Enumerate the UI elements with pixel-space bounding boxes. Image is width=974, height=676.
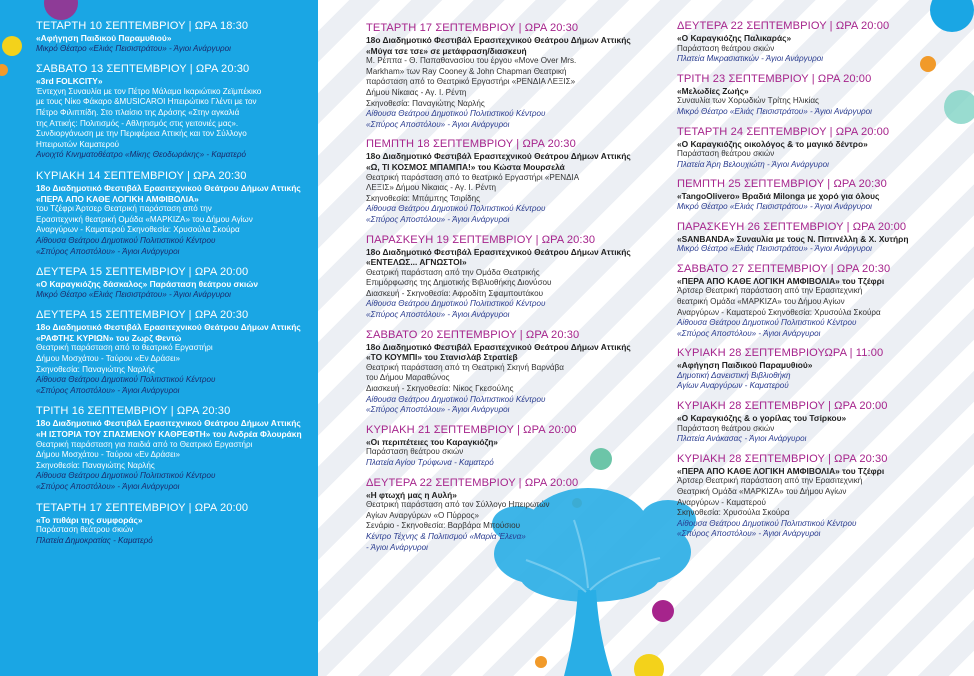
event-datetime: ΚΥΡΙΑΚΗ 28 ΣΕΠΤΕΜΒΡΙΟΥΩΡΑ | 11:00 <box>677 347 884 360</box>
event-venue-line: Μικρό Θέατρο «Ελιάς Πεισιστράτου» - Άγιοι Ανάργυροι <box>677 244 872 254</box>
event-entry <box>366 329 636 416</box>
event-description-line: Συνδιοργάνωση με την Περιφέρεια Αττικής και τον Σύλλογο <box>36 129 247 139</box>
event-venue-line: Αίθουσα Θεάτρου Δημοτικού Πολιτιστικού Κέντρου <box>366 299 546 309</box>
event-entry <box>366 138 636 225</box>
event-venue-line: Μικρό Θέατρο «Ελιάς Πεισιστράτου» - Άγιοι Ανάργυροι <box>36 43 231 53</box>
event-entry <box>677 20 939 65</box>
schedule-column-left <box>36 20 310 555</box>
event-description-line: Παράσταση θεάτρου σκιών <box>677 423 775 433</box>
event-venue-line: «Σπύρος Αποστόλου» - Άγιοι Ανάργυροι <box>677 529 821 539</box>
event-description-line: παράσταση από το Θεατρικό Εργαστήρι «ΡΕΝΔΙΑ ΛΕΞΙΣ» <box>366 77 576 87</box>
event-entry <box>677 221 939 255</box>
event-title: 18ο Διαδημοτικό Φεστιβάλ Ερασιτεχνικού Θεάτρου Δήμων Αττικής «ΡΑΦΤΗΣ ΚΥΡΙΩΝ» του Ζωρζ Φεντώ <box>36 322 301 343</box>
event-datetime: ΔΕΥΤΕΡΑ 15 ΣΕΠΤΕΜΒΡΙΟΥ | ΩΡΑ 20:30 <box>36 309 249 322</box>
event-venue-line: Αίθουσα Θεάτρου Δημοτικού Πολιτιστικού Κέντρου <box>366 109 546 119</box>
event-description-line: Άρτσερ Θεατρική παράσταση από την Ερασιτεχνική <box>677 286 863 296</box>
event-entry <box>677 400 939 445</box>
event-description-line: Επιμόρφωσης της Δημοτικής Βιβλιοθήκης Διονύσου <box>366 278 552 288</box>
event-venue-line: Πλατεία Μικρασιατικών - Άγιοι Ανάργυροι <box>677 54 824 64</box>
event-venue-line: Πλατεία Άρη Βελουχιώτη - Άγιοι Ανάργυροι <box>677 159 829 169</box>
event-description-line: με τους Νίκο Φάκαρο &MUSICAROI Ηπειρώτικο Γλέντι με τον <box>36 97 257 107</box>
event-title: 18ο Διαδημοτικό Φεστιβάλ Ερασιτεχνικού Θεάτρου Δήμων Αττικής «Ω, ΤΙ ΚΟΣΜΟΣ ΜΠΑΜΠΑ!» του Κώστα Μουρσελά <box>366 151 631 172</box>
event-title: «SANBANDA» Συναυλία με τους Ν. Πιπινέλλη & Χ. Χυτήρη <box>677 233 909 244</box>
event-description-line: Σκηνοθεσία: Παναγιώτης Ναρλής <box>36 460 155 470</box>
event-description-line: του Δήμου Μαραθώνος <box>366 373 450 383</box>
event-description-line: Θεατρική παράσταση από το θεατρικό Εργαστήρι «ΡΕΝΔΙΑ <box>366 172 580 182</box>
event-datetime: ΠΕΜΠΤΗ 18 ΣΕΠΤΕΜΒΡΙΟΥ | ΩΡΑ 20:30 <box>366 138 576 151</box>
event-venue-line: Μικρό Θέατρο «Ελιάς Πεισιστράτου» - Άγιοι Ανάργυροι <box>36 289 231 299</box>
event-title: «ΠΕΡΑ ΑΠΟ ΚΑΘΕ ΛΟΓΙΚΗ ΑΜΦΙΒΟΛΙΑ» του Τζέφρι <box>677 275 885 286</box>
event-description-line: Άρτσερ Θεατρική παράσταση από την Ερασιτεχνική <box>677 476 863 486</box>
event-title: «Μελωδίες Ζωής» <box>677 85 749 96</box>
event-venue-line: Αίθουσα Θεάτρου Δημοτικού Πολιτιστικού Κέντρου <box>36 235 216 245</box>
event-datetime: ΤΡΙΤΗ 16 ΣΕΠΤΕΜΒΡΙΟΥ | ΩΡΑ 20:30 <box>36 405 231 418</box>
event-venue-line: «Σπύρος Αποστόλου» - Άγιοι Ανάργυροι <box>366 214 510 224</box>
event-title: «Ο Καραγκιόζης δάσκαλος» Παράσταση θεάτρου σκιών <box>36 279 258 290</box>
event-entry <box>677 347 939 392</box>
event-entry <box>677 73 939 118</box>
event-description-line: Ερασιτεχνική θεατρική Ομάδα «ΜΑΡΚΙΖΑ» του Δήμου Αγίων <box>36 214 253 224</box>
event-entry <box>677 126 939 171</box>
event-datetime: ΣΑΒΒΑΤΟ 27 ΣΕΠΤΕΜΒΡΙΟΥ | ΩΡΑ 20:30 <box>677 262 891 275</box>
event-datetime: ΠΑΡΑΣΚΕΥΗ 19 ΣΕΠΤΕΜΒΡΙΟΥ | ΩΡΑ 20:30 <box>366 233 596 246</box>
event-venue-line: «Σπύρος Αποστόλου» - Άγιοι Ανάργυροι <box>366 119 510 129</box>
event-venue-line: Αίθουσα Θεάτρου Δημοτικού Πολιτιστικού Κέντρου <box>36 471 216 481</box>
event-title: 18ο Διαδημοτικό Φεστιβάλ Ερασιτεχνικού Θεάτρου Δήμων Αττικής «ΠΕΡΑ ΑΠΟ ΚΑΘΕ ΛΟΓΙΚΗ ΑΜΦΙΒΟΛΙΑ» <box>36 182 301 204</box>
event-venue-line: «Σπύρος Αποστόλου» - Άγιοι Ανάργυροι <box>36 246 180 256</box>
event-description-line: της Αττικής: Πολιτισμός - Αθλητισμός στις γειτονιές μας». <box>36 118 239 128</box>
event-title: «ΠΕΡΑ ΑΠΟ ΚΑΘΕ ΛΟΓΙΚΗ ΑΜΦΙΒΟΛΙΑ» του Τζέφρι <box>677 465 885 476</box>
event-description-line: Παράσταση θεάτρου σκιών <box>36 525 134 535</box>
event-entry <box>677 178 939 212</box>
event-description-line: Διασκευή - Σκηνοθεσία: Νίκος Γκεσούλης <box>366 384 514 394</box>
event-entry <box>677 263 939 340</box>
event-datetime: ΔΕΥΤΕΡΑ 22 ΣΕΠΤΕΜΒΡΙΟΥ | ΩΡΑ 20:00 <box>366 476 579 489</box>
event-datetime: ΤΕΤΑΡΤΗ 17 ΣΕΠΤΕΜΒΡΙΟΥ | ΩΡΑ 20:00 <box>36 501 249 514</box>
event-entry <box>36 309 310 396</box>
event-description-line: Μ. Ρέππα - Θ. Παπαθανασίου του έργου «Move Over Mrs. <box>366 56 577 66</box>
event-entry <box>366 234 636 321</box>
event-datetime: ΚΥΡΙΑΚΗ 14 ΣΕΠΤΕΜΒΡΙΟΥ | ΩΡΑ 20:30 <box>36 169 247 182</box>
event-title: 18ο Διαδημοτικό Φεστιβάλ Ερασιτεχνικού Θεάτρου Δήμων Αττικής «ΕΝΤΕΛΩΣ... ΑΓΝΩΣΤΟΙ» <box>366 246 631 268</box>
event-datetime: ΤΡΙΤΗ 23 ΣΕΠΤΕΜΒΡΙΟΥ | ΩΡΑ 20:00 <box>677 72 872 85</box>
event-description-line: Δήμου Νίκαιας - Αγ. Ι. Ρέντη <box>366 87 467 97</box>
event-venue-line: Αίθουσα Θεάτρου Δημοτικού Πολιτιστικού Κέντρου <box>677 318 857 328</box>
event-description-line: Αναργύρων - Καματερού Σκηνοθεσία: Χρυσούλα Σκούρα <box>36 225 240 235</box>
event-title: «Ο Καραγκιόζης & ο γορίλας του Τσίρκου» <box>677 413 847 424</box>
decorative-circle-teal <box>944 90 974 124</box>
event-venue-line: «Σπύρος Αποστόλου» - Άγιοι Ανάργυροι <box>366 405 510 415</box>
event-venue-line: Πλατεία Δημοκρατίας - Καματερό <box>36 535 153 545</box>
event-description-line: Έντεχνη Συναυλία με τον Πέτρο Μάλαμα Ικαριώτικο Ζεϊμπέκικο <box>36 86 262 96</box>
event-title: «3rd FOLKCITY» <box>36 76 103 87</box>
event-venue-line: «Σπύρος Αποστόλου» - Άγιοι Ανάργυροι <box>366 310 510 320</box>
event-description-line: Θεατρική παράσταση από τον Σύλλογο Ηπειρωτών <box>366 500 550 510</box>
event-description-line: Σκηνοθεσία: Χρυσούλα Σκούρα <box>677 508 790 518</box>
event-title: «TangoOlivero» Βραδιά Milonga με χορό για όλους <box>677 191 880 202</box>
event-description-line: Αναργύρων - Καματερού <box>677 497 766 507</box>
event-description-line: ΛΕΞΙΣ» Δήμου Νίκαιας - Αγ. Ι. Ρέντη <box>366 183 497 193</box>
event-entry <box>366 424 636 469</box>
event-venue-line: Κέντρο Τέχνης & Πολιτισμού «Μαρία Έλενα» <box>366 531 526 541</box>
event-description-line: Σενάριο - Σκηνοθεσία: Βαρβάρα Μπούσιου <box>366 521 521 531</box>
event-title: 18ο Διαδημοτικό Φεστιβάλ Ερασιτεχνικού Θεάτρου Δήμων Αττικής «ΤΟ ΚΟΥΜΠΙ» του Στανισλάβ Στρατίεβ <box>366 341 631 363</box>
event-venue-line: Ανοιχτό Κινηματοθέατρο «Μίκης Θεοδωράκης» - Καματερό <box>36 150 247 160</box>
event-description-line: Παράσταση θεάτρου σκιών <box>677 43 775 53</box>
event-venue-line: Αίθουσα Θεάτρου Δημοτικού Πολιτιστικού Κέντρου <box>677 518 857 528</box>
event-datetime: ΣΑΒΒΑΤΟ 13 ΣΕΠΤΕΜΒΡΙΟΥ | ΩΡΑ 20:30 <box>36 63 250 76</box>
event-description-line: Ηπειρωτών Καματερού <box>36 139 120 149</box>
event-title: 18ο Διαδημοτικό Φεστιβάλ Ερασιτεχνικού Θεάτρου Δήμων Αττικής «Μύγα τσε τσε» σε μετάφραση/διασκευή <box>366 35 631 56</box>
event-entry <box>677 453 939 540</box>
event-description-line: Σκηνοθεσία: Παναγιώτης Ναρλής <box>36 364 155 374</box>
event-description-line: Παράσταση θεάτρου σκιών <box>366 447 464 457</box>
event-description-line: Θεατρική παράσταση για παιδιά από το Θεατρικό Εργαστήρι <box>36 439 253 449</box>
event-venue-line: Αίθουσα Θεάτρου Δημοτικού Πολιτιστικού Κέντρου <box>366 204 546 214</box>
event-description-line: Αναργύρων - Καματερού Σκηνοθεσία: Χρυσούλα Σκούρα <box>677 307 881 317</box>
event-venue-line: Αίθουσα Θεάτρου Δημοτικού Πολιτιστικού Κέντρου <box>366 394 546 404</box>
event-datetime: ΤΕΤΑΡΤΗ 10 ΣΕΠΤΕΜΒΡΙΟΥ | ΩΡΑ 18:30 <box>36 20 249 32</box>
event-description-line: Θεατρική παράσταση από το θεατρικό Εργαστήρι <box>36 343 213 353</box>
event-entry <box>366 477 636 554</box>
event-datetime: ΠΕΜΠΤΗ 25 ΣΕΠΤΕΜΒΡΙΟΥ | ΩΡΑ 20:30 <box>677 178 887 191</box>
event-description-line: Σκηνοθεσία: Παναγιώτης Ναρλής <box>366 98 485 108</box>
event-description-line: Παράσταση θεάτρου σκιών <box>677 149 775 159</box>
event-venue-line: Αίθουσα Θεάτρου Δημοτικού Πολιτιστικού Κέντρου <box>36 375 216 385</box>
event-description-line: Αγίων Αναργύρων «Ο Πύρρος» <box>366 510 479 520</box>
event-datetime: ΠΑΡΑΣΚΕΥΗ 26 ΣΕΠΤΕΜΒΡΙΟΥ | ΩΡΑ 20:00 <box>677 220 907 233</box>
event-entry <box>36 20 310 54</box>
event-description-line: Θεατρική παράσταση από τη Θεατρική Σκηνή Βαρνάβα <box>366 362 564 372</box>
event-venue-line: Πλατεία Ανάκασας - Άγιοι Ανάργυροι <box>677 434 807 444</box>
event-title: «Οι περιπέτειες του Καραγκιόζη» <box>366 436 498 447</box>
event-description-line: θεατρική Ομάδα «ΜΑΡΚΙΖΑ» του Δήμου Αγίων <box>677 296 845 306</box>
event-datetime: ΔΕΥΤΕΡΑ 22 ΣΕΠΤΕΜΒΡΙΟΥ | ΩΡΑ 20:00 <box>677 20 890 32</box>
schedule-column-middle <box>366 22 636 561</box>
event-title: «Ο Καραγκιόζης οικολόγος & το μαγικό δέντρο» <box>677 138 868 149</box>
event-venue-line: Αγίων Αναργύρων - Καματερού <box>677 381 789 391</box>
event-entry <box>36 170 310 257</box>
event-description-line: του Τζέφρι Άρτσερ Θεατρική παράσταση από την <box>36 204 212 214</box>
event-description-line: Συναυλία των Χορωδιών Τρίτης Ηλικίας <box>677 96 819 106</box>
event-venue-line: - Άγιοι Ανάργυροι <box>366 542 428 552</box>
decorative-circle-yellow <box>2 36 22 56</box>
event-datetime: ΚΥΡΙΑΚΗ 21 ΣΕΠΤΕΜΒΡΙΟΥ | ΩΡΑ 20:00 <box>366 423 577 436</box>
event-title: «Η φτωχή μας η Αυλή» <box>366 489 457 500</box>
event-description-line: Πέτρο Φιλιππίδη. Στο πλαίσιο της Δράσης «Στην αγκαλιά <box>36 107 240 117</box>
event-datetime: ΣΑΒΒΑΤΟ 20 ΣΕΠΤΕΜΒΡΙΟΥ | ΩΡΑ 20:30 <box>366 328 580 341</box>
event-title: 18ο Διαδημοτικό Φεστιβάλ Ερασιτεχνικού Θεάτρου Δήμων Αττικής «Η ΙΣΤΟΡΙΑ ΤΟΥ ΣΠΑΣΜΕΝΟΥ ΚΑΘΡΕΦΤΗ» του Ανδρέα Φλουράκη <box>36 418 302 440</box>
event-title: «Αφήγηση Παιδικού Παραμυθιού» <box>36 33 172 43</box>
event-description-line: Θεατρική Ομάδα «ΜΑΡΚΙΖΑ» του Δήμου Αγίων <box>677 487 847 497</box>
event-datetime: ΚΥΡΙΑΚΗ 28 ΣΕΠΤΕΜΒΡΙΟΥ | ΩΡΑ 20:00 <box>677 400 888 413</box>
event-datetime: ΚΥΡΙΑΚΗ 28 ΣΕΠΤΕΜΒΡΙΟΥ | ΩΡΑ 20:30 <box>677 452 888 465</box>
event-description-line: Δήμου Μοσχάτου - Ταύρου «Εν Δράσει» <box>36 354 181 364</box>
event-venue-line: Πλατεία Αγίου Τρύφωνα - Καματερό <box>366 458 494 467</box>
event-venue-line: «Σπύρος Αποστόλου» - Άγιοι Ανάργυροι <box>36 385 180 395</box>
event-entry <box>36 502 310 547</box>
event-datetime: ΔΕΥΤΕΡΑ 15 ΣΕΠΤΕΜΒΡΙΟΥ | ΩΡΑ 20:00 <box>36 266 249 279</box>
event-datetime: ΤΕΤΑΡΤΗ 24 ΣΕΠΤΕΜΒΡΙΟΥ | ΩΡΑ 20:00 <box>677 125 890 138</box>
event-venue-line: «Σπύρος Αποστόλου» - Άγιοι Ανάργυροι <box>36 482 180 491</box>
event-venue-line: Μικρό Θέατρο «Ελιάς Πεισιστράτου» - Άγιοι Ανάργυροι <box>677 106 872 116</box>
event-description-line: Δήμου Μοσχάτου - Ταύρου «Εν Δράσει» <box>36 450 181 460</box>
event-entry <box>366 22 636 130</box>
event-description-line: Markham» των Ray Cooney & John Chapman Θεατρική <box>366 66 567 76</box>
event-datetime: ΤΕΤΑΡΤΗ 17 ΣΕΠΤΕΜΒΡΙΟΥ | ΩΡΑ 20:30 <box>366 22 579 34</box>
schedule-column-right <box>677 20 939 548</box>
event-venue-line: «Σπύρος Αποστόλου» - Άγιοι Ανάργυροι <box>677 328 821 338</box>
event-description-line: Διασκευή - Σκηνοθεσία: Αφροδίτη Σφαμπουτάκου <box>366 288 544 298</box>
event-entry <box>36 405 310 492</box>
event-entry <box>36 63 310 161</box>
event-venue-line: Μικρό Θέατρο «Ελιάς Πεισιστράτου» - Άγιοι Ανάργυροι <box>677 201 872 211</box>
event-title: «Αφήγηση Παιδικού Παραμυθιού» <box>677 360 813 371</box>
event-venue-line: Δημοτική Δανειστική Βιβλιοθήκη <box>677 370 791 380</box>
event-description-line: Θεατρική παράσταση από την Ομάδα Θεατρικής <box>366 267 540 277</box>
event-entry <box>36 266 310 300</box>
event-title: «Το πιθάρι της συμφοράς» <box>36 514 143 525</box>
event-title: «Ο Καραγκιόζης Παλικαράς» <box>677 33 792 43</box>
event-description-line: Σκηνοθεσία: Μπάμπης Τσιρίδης <box>366 193 480 203</box>
